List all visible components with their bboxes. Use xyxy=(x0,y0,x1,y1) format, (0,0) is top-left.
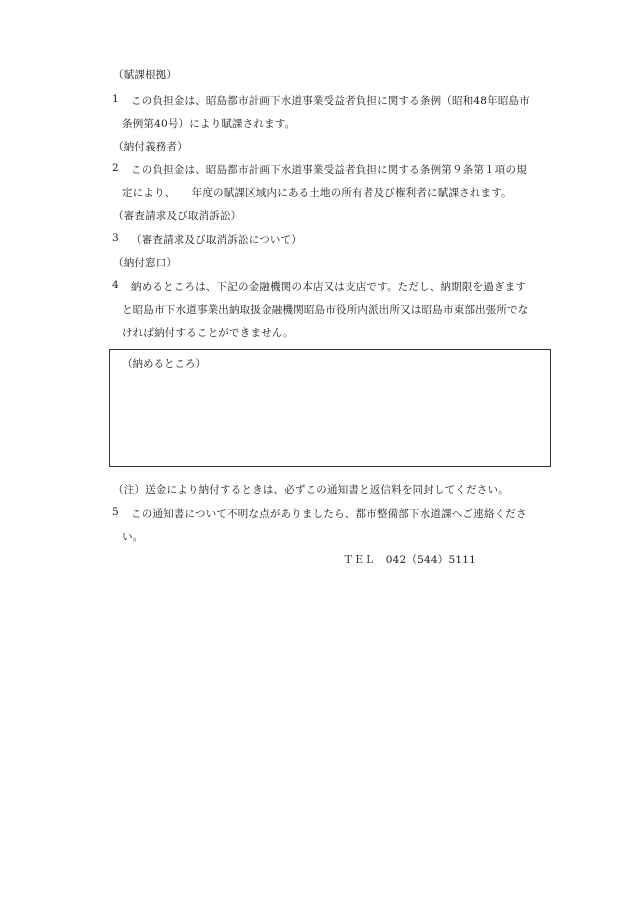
item-5-line-2: い。 xyxy=(122,531,144,543)
item-5-line-1: この通知書について不明な点がありましたら、都市整備部下水道課へご連絡くださ xyxy=(131,508,527,520)
payment-location-box xyxy=(109,349,551,467)
item-4-line-2: と昭島市下水道事業出納取扱金融機関昭島市役所内派出所又は昭島市東部出張所でな xyxy=(122,304,529,316)
item-2-line-1: この負担金は、昭島都市計画下水道事業受益者負担に関する条例第９条第１項の規 xyxy=(131,164,527,176)
item-number-3: 3 xyxy=(112,232,119,244)
heading-appeal: （審査請求及び取消訴訟） xyxy=(113,210,242,222)
tel-number: ＴＥＬ 042（544）5111 xyxy=(343,554,477,566)
heading-obligor: （納付義務者） xyxy=(113,141,188,153)
item-1-line-1: この負担金は、昭島都市計画下水道事業受益者負担に関する条例（昭和48年昭島市 xyxy=(131,95,530,107)
item-number-2: 2 xyxy=(112,162,119,174)
payment-location-label: （納めるところ） xyxy=(122,358,206,370)
item-1-line-2: 条例第40号）により賦課されます。 xyxy=(122,118,296,130)
item-number-1: 1 xyxy=(112,93,119,105)
item-number-4: 4 xyxy=(112,279,119,291)
note: （注）送金により納付するときは、必ずこの通知書と返信料を同封してください。 xyxy=(113,484,509,496)
item-4-line-1: 納めるところは、下記の金融機関の本店又は支店です。ただし、納期限を過ぎます xyxy=(131,281,527,293)
heading-basis: （賦課根拠） xyxy=(113,69,178,81)
item-2-line-2: 定により、 年度の賦課区域内にある土地の所有者及び権利者に賦課されます。 xyxy=(122,187,512,199)
item-4-line-3: ければ納付することができません。 xyxy=(122,327,294,339)
heading-payment-window: （納付窓口） xyxy=(113,257,178,269)
item-3-line-1: （審査請求及び取消訴訟について） xyxy=(131,234,302,246)
item-number-5: 5 xyxy=(112,506,119,518)
